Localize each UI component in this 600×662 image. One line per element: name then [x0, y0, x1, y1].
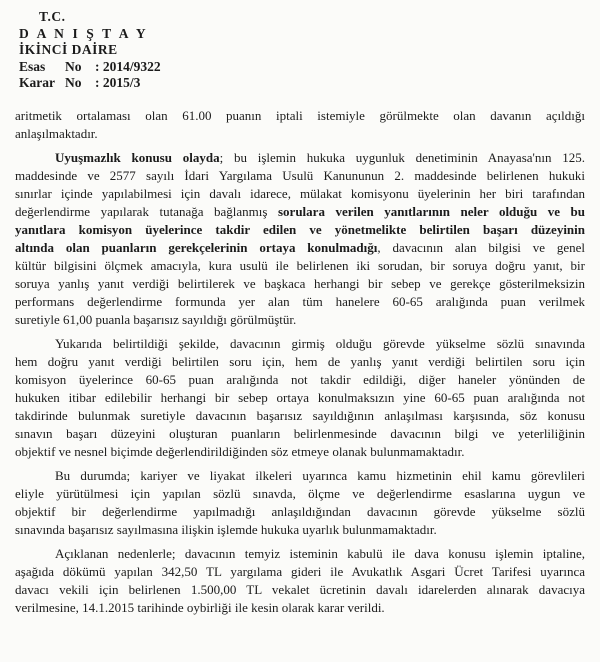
chamber-name: İKİNCİ DAİRE — [19, 42, 118, 57]
document-header — [19, 9, 161, 92]
text-line: hukuken itibar edilebilir herhangi bir sebep ortaya konulmaksızın yine 60-65 puan aralığında not — [15, 390, 585, 405]
text-line: komisyon üyelerince 60-65 puan aralığında not takdir edildiği, diğer haneler yönünden de — [15, 372, 585, 387]
text-line: Yukarıda belirtildiği şekilde, davacının girmiş olduğu görevde yükselme sözlü sınavında — [55, 336, 585, 351]
esas-value: : 2014/9322 — [95, 58, 161, 74]
text-line: aritmetik ortalaması olan 61.00 puanın iptali istemiyle görülmekte olan davanın açıldığı — [15, 108, 585, 123]
text-segment: ; bu işlemin hukuka uygunluk denetiminin Anayasa'nın 125. — [219, 150, 585, 165]
bold-phrase: yanıtlara komisyon üyelerince takdir edilen ve yönetmelikte belirtilen başarı düzeyinin — [15, 222, 585, 237]
karar-no-label: No — [65, 75, 82, 90]
decision-body — [15, 107, 585, 617]
bold-phrase: sorulara verilen yanıtlarının neler olduğu ve bu — [278, 204, 586, 219]
text-line: objektif ve nesnel biçimde değerlendirildiğinden söz etmeye olanak bulunmamaktadır. — [15, 444, 465, 459]
text-line: aşağıda dökümü yapılan 342,50 TL yargılama gideri ile Avukatlık Asgari Ücret Tarifesi uyarınca — [15, 564, 585, 579]
text-line: davacı vekili için belirlenen 1.500,00 TL vekalet ücretinin davalı idarelerden alınarak davacıya — [15, 582, 585, 597]
esas-no-label: No — [65, 58, 82, 74]
karar-row — [19, 75, 161, 92]
esas-row — [19, 59, 161, 76]
karar-label: Karar — [19, 75, 55, 90]
text-line: objektif bir değerlendirme yapılmadığı anlaşıldığından davacının görevde yükselme sözlü — [15, 504, 585, 519]
court-name: D A N I Ş T A Y — [19, 25, 149, 41]
text-line: Açıklanan nedenlerle; davacının temyiz isteminin kabulü ile dava konusu işlemin iptaline, — [55, 546, 585, 561]
text-segment: değerlendirme yapılarak tutanağa bağlanmış — [15, 204, 278, 219]
text-line: suretiyle 61,00 puanla başarısız sayıldığı görülmüştür. — [15, 312, 297, 327]
mixed-line — [15, 203, 585, 221]
court-short-title: T.C. — [39, 9, 66, 24]
text-line: kültür bilgisini ölçmek amacıyla, kura usulü ile belirlenen iki sorudan, bir soruya doğru yanıt, bir — [15, 258, 585, 273]
text-line: sınavın başarı düzeyini oluşturan puanların belirlenmesinde davacının bilgi ve yeterliliğinin — [15, 426, 585, 441]
text-line: sınırlar içinde yapılabilmesi için davalı idarece, mülakat komisyonu üyelerinin her biri tarafından — [15, 186, 585, 201]
text-line: hem doğru yanıt verdiği belirtilen soru için, hem de yanlış yanıt verdiği belirtilen soru için — [15, 354, 585, 369]
text-line: performans değerlendirme formunda yer alan tüm hanelere 60-65 aralığında puan verilmek — [15, 294, 585, 309]
text-line: maddesinde ve 2577 sayılı İdari Yargılama Usulü Kanununun 2. maddesinde belirlenen hukuki — [15, 168, 585, 183]
text-line: anlaşılmaktadır. — [15, 126, 98, 141]
bold-line — [15, 221, 585, 239]
text-line: Bu durumda; kariyer ve liyakat ilkeleri uyarınca kamu hizmetinin ehil kamu görevlileri — [55, 468, 585, 483]
bold-phrase: Uyuşmazlık konusu olayda — [55, 150, 220, 165]
paragraph-lead-line — [15, 149, 585, 167]
esas-label: Esas — [19, 58, 46, 74]
text-line: sınavında başarısız sayılmasına ilişkin işlemde hukuka uyarlık bulunmamaktadır. — [15, 522, 437, 537]
text-line: eliyle yürütülmesi için yapılan sözlü sınavda, ölçme ve değerlendirme esaslarına uygun ve — [15, 486, 585, 501]
karar-value: : 2015/3 — [95, 75, 141, 90]
mixed-line — [15, 239, 585, 257]
text-segment: , davacının alan bilgisi ve genel — [377, 240, 585, 255]
text-line: verilmesine, 14.1.2015 tarihinde oybirliği ile kesin olarak karar verildi. — [15, 600, 385, 615]
bold-phrase: altında olan puanların gerekçelerinin ortaya konulmadığı — [15, 240, 378, 255]
text-line: takdirinde bulunmak suretiyle davacının başarısız sayıldığının anlaşılması karşısında, söz konusu — [15, 408, 585, 423]
text-line: soruya yanlış yanıt verdiği belirtilerek ve başkaca herhangi bir sebep ve gerekçe gösterilmeksizin — [15, 276, 585, 291]
